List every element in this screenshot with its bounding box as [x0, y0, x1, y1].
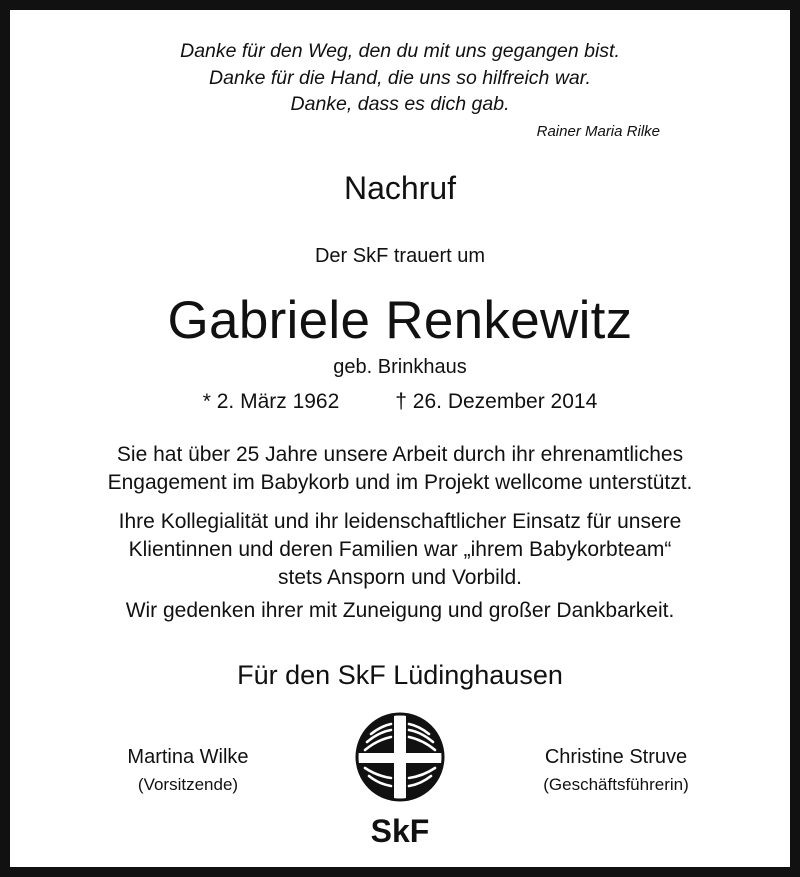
quote-line: Danke, dass es dich gab.	[290, 93, 510, 115]
intro-text: Der SkF trauert um	[314, 245, 486, 267]
skf-cross-emblem-icon	[347, 710, 453, 850]
paragraph	[0, 441, 800, 497]
quote-line: Danke für die Hand, die uns so hilfreich war.	[209, 66, 591, 89]
signatory-name: Martina Wilke	[127, 746, 249, 768]
paragraph-line: Engagement im Babykorb und im Projekt wellcome unterstützt.	[107, 471, 693, 494]
paragraph-line: Sie hat über 25 Jahre unsere Arbeit durch ihr ehrenamtliches	[116, 443, 684, 466]
signatory-role: (Vorsitzende)	[137, 775, 239, 794]
logo-text: SkF	[370, 813, 430, 849]
paragraph-line: Klientinnen und deren Familien war „ihrem Babykorbteam“	[128, 538, 672, 561]
signatory-name: Christine Struve	[544, 746, 688, 768]
deceased-name: Gabriele Renkewitz	[167, 291, 633, 350]
death-date: † 26. Dezember 2014	[395, 390, 598, 413]
paragraph-line: stets Ansporn und Vorbild.	[278, 566, 522, 589]
signatory-left	[68, 746, 308, 795]
signatory-role: (Geschäftsführerin)	[543, 775, 689, 794]
quote-line: Danke für den Weg, den du mit uns gegangen bist.	[180, 40, 620, 62]
signatory-right	[496, 746, 736, 795]
paragraph-line: Ihre Kollegialität und ihr leidenschaftlicher Einsatz für unsere	[118, 510, 682, 533]
skf-logo	[347, 710, 453, 850]
paragraph-line: Wir gedenken ihrer mit Zuneigung und großer Dankbarkeit.	[125, 599, 675, 622]
organization-line: Für den SkF Lüdinghausen	[237, 660, 563, 690]
paragraph	[0, 508, 800, 592]
paragraph	[0, 597, 800, 625]
life-dates	[0, 390, 800, 414]
page-title: Nachruf	[343, 170, 457, 206]
birth-name: geb. Brinkhaus	[333, 356, 467, 378]
birth-date: * 2. März 1962	[202, 390, 340, 413]
quote-block	[0, 38, 800, 118]
quote-author: Rainer Maria Rilke	[536, 123, 660, 140]
